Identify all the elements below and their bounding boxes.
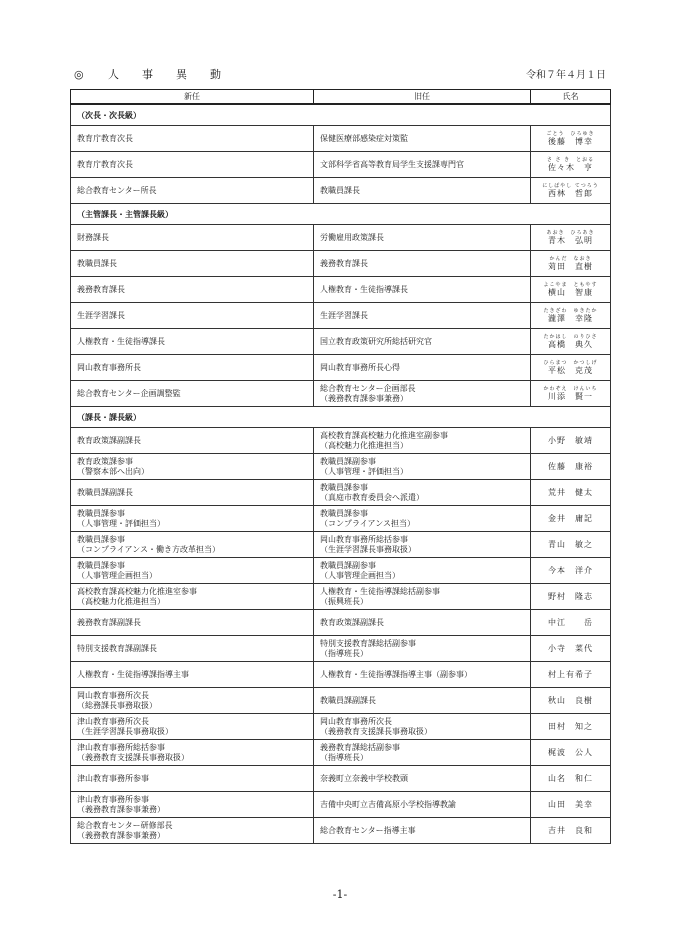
table-row: [71, 818, 611, 844]
name-with-reading: [537, 157, 604, 172]
name-cell: [531, 178, 611, 204]
new-position-cell: 教育政策課副課長: [71, 428, 314, 454]
name-with-reading: [537, 256, 604, 271]
section-heading: （課長・課長級）: [71, 407, 611, 428]
new-position-cell: 岡山教育事務所次長 （総務課長事務取扱）: [71, 688, 314, 714]
name-reading: にしばやし てつろう: [542, 183, 599, 189]
table-row: [71, 688, 611, 714]
new-position-cell: 教職員課参事 （人事管理企画担当）: [71, 558, 314, 584]
name-reading: あおき ひろあき: [546, 230, 595, 236]
table-row: [71, 454, 611, 480]
table-row: [71, 329, 611, 355]
old-position-cell: 吉備中央町立吉備高原小学校指導教諭: [314, 792, 531, 818]
old-position-cell: 義務教育課長: [314, 251, 531, 277]
name-reading: ごとう ひろゆき: [546, 131, 595, 137]
name-cell: 荒井 健太: [531, 480, 611, 506]
old-position-cell: 教職員課長: [314, 178, 531, 204]
name-with-reading: [537, 334, 604, 349]
table-row: [71, 381, 611, 407]
name-cell: 田村 知之: [531, 714, 611, 740]
column-header-name: 氏名: [531, 90, 611, 105]
name-cell: [531, 225, 611, 251]
person-name: 川添 賢一: [548, 392, 593, 401]
person-name: 佐々木 亨: [548, 163, 593, 172]
new-position-cell: 生涯学習課長: [71, 303, 314, 329]
name-cell: [531, 381, 611, 407]
person-name: 高橋 典久: [548, 340, 593, 349]
old-position-cell: 保健医療部感染症対策監: [314, 126, 531, 152]
new-position-cell: 津山教育事務所参事 （義務教育課参事兼務）: [71, 792, 314, 818]
new-position-cell: 津山教育事務所次長 （生涯学習課長事務取扱）: [71, 714, 314, 740]
name-with-reading: [537, 230, 604, 245]
name-reading: かんだ なおき: [549, 256, 592, 262]
name-cell: 金井 庸記: [531, 506, 611, 532]
old-position-cell: 奈義町立奈義中学校教頭: [314, 766, 531, 792]
name-cell: [531, 329, 611, 355]
title-char: 動: [210, 68, 221, 81]
old-position-cell: 労働雇用政策課長: [314, 225, 531, 251]
table-row: [71, 662, 611, 688]
effective-date: 令和７年４月１日: [526, 70, 606, 81]
table-row: [71, 303, 611, 329]
new-position-cell: 財務課長: [71, 225, 314, 251]
new-position-cell: 総合教育センター所長: [71, 178, 314, 204]
name-cell: [531, 152, 611, 178]
table-row: [71, 178, 611, 204]
name-with-reading: [537, 360, 604, 375]
new-position-cell: 教職員課参事 （人事管理・評価担当）: [71, 506, 314, 532]
section-row: [71, 407, 611, 428]
old-position-cell: 文部科学省高等教育局学生支援課専門官: [314, 152, 531, 178]
old-position-cell: 岡山教育事務所長心得: [314, 355, 531, 381]
section-row: [71, 204, 611, 225]
name-with-reading: [537, 308, 604, 323]
name-with-reading: [537, 183, 604, 198]
name-cell: 秋山 良樹: [531, 688, 611, 714]
table-row: [71, 428, 611, 454]
name-with-reading: [537, 282, 604, 297]
name-cell: 山田 美幸: [531, 792, 611, 818]
section-row: [71, 104, 611, 126]
name-cell: 今本 洋介: [531, 558, 611, 584]
old-position-cell: 人権教育・生徒指導課総括副参事 （振興班長）: [314, 584, 531, 610]
name-with-reading: [537, 386, 604, 401]
old-position-cell: 人権教育・生徒指導課長: [314, 277, 531, 303]
table-row: [71, 532, 611, 558]
person-name: 平松 克茂: [548, 366, 593, 375]
old-position-cell: 教職員課副参事 （人事管理企画担当）: [314, 558, 531, 584]
name-reading: たきざわ ゆきたか: [543, 308, 598, 314]
name-cell: 中江 岳: [531, 610, 611, 636]
name-reading: かわぞえ けんいち: [543, 386, 598, 392]
person-name: 青木 弘明: [548, 236, 593, 245]
table-row: [71, 251, 611, 277]
section-heading: （主管課長・主管課長級）: [71, 204, 611, 225]
new-position-cell: 高校教育課高校魅力化推進室参事 （高校魅力化推進担当）: [71, 584, 314, 610]
name-cell: 山名 和仁: [531, 766, 611, 792]
name-reading: よこやま ともやす: [543, 282, 598, 288]
table-row: [71, 740, 611, 766]
section-heading: （次長・次長級）: [71, 104, 611, 126]
table-row: [71, 277, 611, 303]
table-row: [71, 584, 611, 610]
old-position-cell: 義務教育課総括副参事 （指導班長）: [314, 740, 531, 766]
old-position-cell: 岡山教育事務所総括参事 （生涯学習課長事務取扱）: [314, 532, 531, 558]
column-header-new: 新任: [71, 90, 314, 105]
table-row: [71, 126, 611, 152]
person-name: 苅田 直樹: [548, 262, 593, 271]
name-cell: 小寺 菜代: [531, 636, 611, 662]
table-row: [71, 610, 611, 636]
person-name: 後藤 博幸: [548, 137, 593, 146]
name-reading: さ さ き とおる: [546, 157, 595, 163]
old-position-cell: 教職員課参事 （真庭市教育委員会へ派遣）: [314, 480, 531, 506]
table-body: [71, 104, 611, 844]
title-char: 事: [142, 68, 153, 81]
old-position-cell: 教職員課副課長: [314, 688, 531, 714]
name-reading: たかはし のりひさ: [543, 334, 598, 340]
name-cell: 梶波 公人: [531, 740, 611, 766]
old-position-cell: 人権教育・生徒指導課指導主事（副参事）: [314, 662, 531, 688]
new-position-cell: 教職員課長: [71, 251, 314, 277]
old-position-cell: 特別支援教育課総括副参事 （指導班長）: [314, 636, 531, 662]
new-position-cell: 総合教育センター企画調整監: [71, 381, 314, 407]
old-position-cell: 国立教育政策研究所総括研究官: [314, 329, 531, 355]
new-position-cell: 教職員課参事 （コンプライアンス・働き方改革担当）: [71, 532, 314, 558]
new-position-cell: 特別支援教育課副課長: [71, 636, 314, 662]
old-position-cell: 教職員課副参事 （人事管理・評価担当）: [314, 454, 531, 480]
title-char: 人: [108, 68, 119, 81]
new-position-cell: 津山教育事務所参事: [71, 766, 314, 792]
table-row: [71, 766, 611, 792]
column-header-old: 旧任: [314, 90, 531, 105]
table-row: [71, 714, 611, 740]
person-name: 瀧澤 幸隆: [548, 314, 593, 323]
table-row: [71, 225, 611, 251]
name-cell: 青山 敏之: [531, 532, 611, 558]
new-position-cell: 教育庁教育次長: [71, 152, 314, 178]
name-cell: 村上有希子: [531, 662, 611, 688]
page-number: -1-: [332, 888, 348, 901]
table-row: [71, 355, 611, 381]
person-name: 横山 智康: [548, 288, 593, 297]
new-position-cell: 人権教育・生徒指導課指導主事: [71, 662, 314, 688]
table-row: [71, 480, 611, 506]
new-position-cell: 教育政策課参事 （警察本部へ出向）: [71, 454, 314, 480]
name-cell: 吉井 良和: [531, 818, 611, 844]
old-position-cell: 教職員課参事 （コンプライアンス担当）: [314, 506, 531, 532]
new-position-cell: 岡山教育事務所長: [71, 355, 314, 381]
new-position-cell: 教職員課副課長: [71, 480, 314, 506]
title-mark: ◎: [74, 68, 84, 81]
name-cell: [531, 126, 611, 152]
new-position-cell: 人権教育・生徒指導課長: [71, 329, 314, 355]
new-position-cell: 義務教育課長: [71, 277, 314, 303]
personnel-table: [70, 89, 611, 844]
table-row: [71, 792, 611, 818]
table-header-row: [71, 90, 611, 105]
old-position-cell: 岡山教育事務所次長 （義務教育支援課長事務取扱）: [314, 714, 531, 740]
document-header: [70, 66, 610, 82]
name-cell: [531, 303, 611, 329]
old-position-cell: 総合教育センター指導主事: [314, 818, 531, 844]
person-name: 西林 哲郎: [548, 189, 593, 198]
table-row: [71, 152, 611, 178]
name-cell: [531, 355, 611, 381]
document-title: [74, 66, 244, 82]
name-reading: ひらまつ かつしげ: [543, 360, 598, 366]
title-char: 異: [176, 68, 187, 81]
old-position-cell: 生涯学習課長: [314, 303, 531, 329]
name-with-reading: [537, 131, 604, 146]
table-row: [71, 506, 611, 532]
name-cell: [531, 251, 611, 277]
new-position-cell: 教育庁教育次長: [71, 126, 314, 152]
name-cell: 佐藤 康裕: [531, 454, 611, 480]
name-cell: [531, 277, 611, 303]
table-row: [71, 636, 611, 662]
name-cell: 野村 隆志: [531, 584, 611, 610]
new-position-cell: 義務教育課副課長: [71, 610, 314, 636]
old-position-cell: 高校教育課高校魅力化推進室副参事 （高校魅力化推進担当）: [314, 428, 531, 454]
old-position-cell: 総合教育センター企画部長 （義務教育課参事兼務）: [314, 381, 531, 407]
name-cell: 小野 敏靖: [531, 428, 611, 454]
new-position-cell: 津山教育事務所総括参事 （義務教育支援課長事務取扱）: [71, 740, 314, 766]
new-position-cell: 総合教育センター研修部長 （義務教育課参事兼務）: [71, 818, 314, 844]
table-row: [71, 558, 611, 584]
old-position-cell: 教育政策課副課長: [314, 610, 531, 636]
